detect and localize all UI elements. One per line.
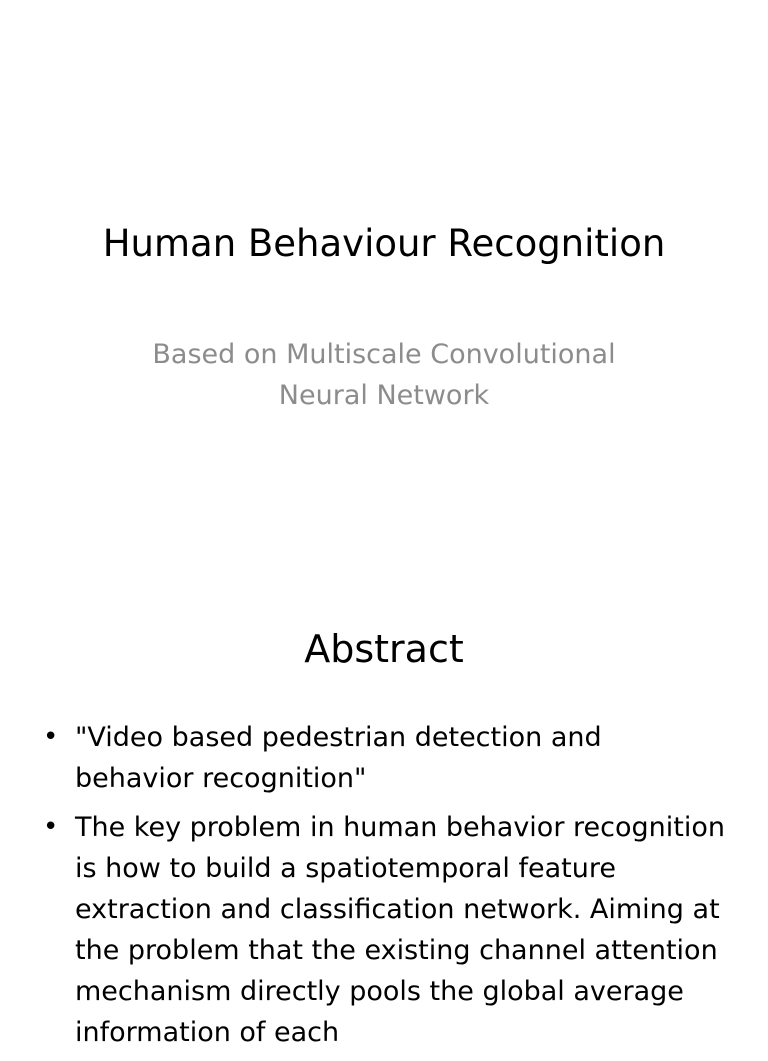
abstract-bullet-text: The key problem in human behavior recognition is how to build a spatiotemporal feature extraction and classification network. Aiming at the problem that the existing channel attention mechanism directly pools the global average information of each [75,812,725,1048]
abstract-bullet-list [38,717,728,1061]
bullet-dot-icon: • [43,812,59,842]
abstract-bullet-text: "Video based pedestrian detection and behavior recognition" [75,722,602,794]
abstract-bullet-item [38,807,728,1053]
abstract-heading: Abstract [304,627,464,671]
abstract-bullet-item [38,717,728,799]
bullet-dot-icon: • [43,722,59,752]
slide-title: Human Behaviour Recognition [102,222,666,265]
slide-subtitle: Based on Multiscale Convolutional Neural Network [152,339,616,411]
